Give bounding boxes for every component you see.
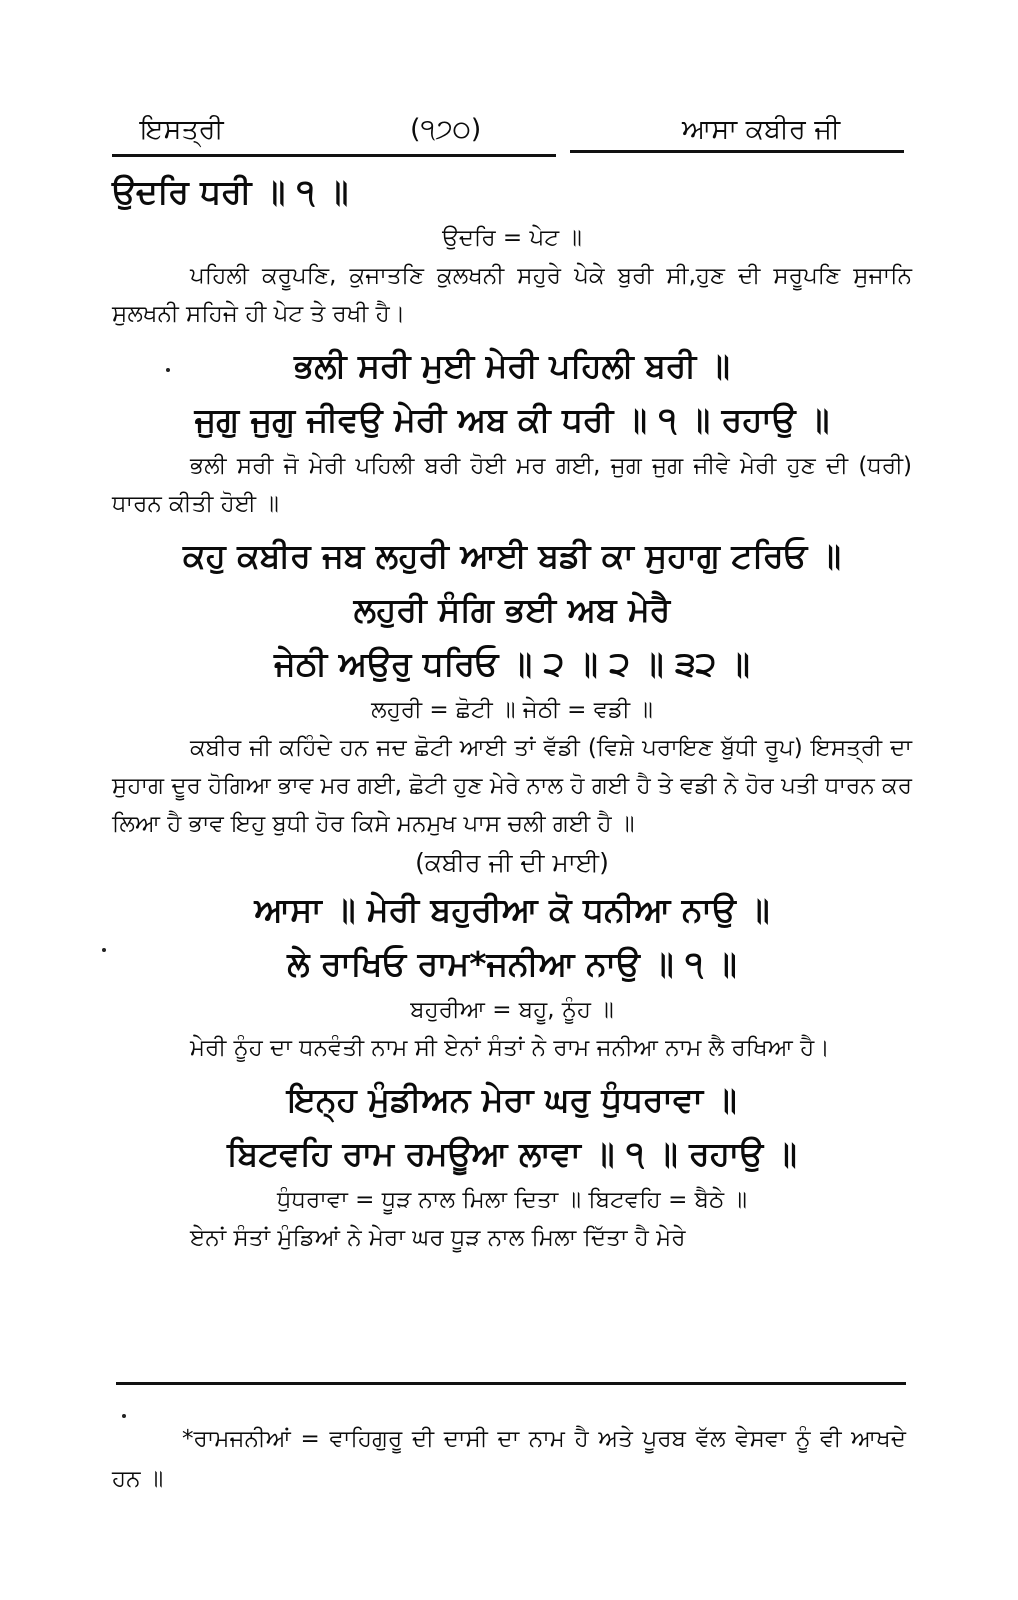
page-body — [112, 165, 912, 1257]
commentary-paragraph — [112, 1029, 912, 1067]
footnote — [112, 1419, 906, 1499]
commentary-text: ਮੇਰੀ ਨੂੰਹ ਦਾ ਧਨਵੰਤੀ ਨਾਮ ਸੀ ਏਨਾਂ ਸੰਤਾਂ ਨੇ ਰਾਮ ਜਨੀਆ ਨਾਮ ਲੈ ਰਖਿਆ ਹੈ। — [190, 1035, 830, 1061]
footnote-divider — [116, 1382, 906, 1385]
commentary-paragraph — [112, 1219, 912, 1257]
commentary-text: ਏਨਾਂ ਸੰਤਾਂ ਮੁੰਡਿਆਂ ਨੇ ਮੇਰਾ ਘਰ ਧੂੜ ਨਾਲ ਮਿਲਾ ਦਿੱਤਾ ਹੈ ਮੇਰੇ — [190, 1225, 686, 1251]
commentary-paragraph — [112, 447, 912, 523]
footnote-text: *ਰਾਮਜਨੀਆਂ = ਵਾਹਿਗੁਰੂ ਦੀ ਦਾਸੀ ਦਾ ਨਾਮ ਹੈ ਅਤੇ ਪੂਰਬ ਵੱਲ ਵੇਸਵਾ ਨੂੰ ਵੀ ਆਖਦੇ ਹਨ ॥ — [112, 1426, 906, 1492]
verse-line: ਲੇ ਰਾਖਿਓ ਰਾਮ*ਜਨੀਆ ਨਾਉ ॥ ੧ ॥ — [287, 944, 737, 983]
word-gloss: ਬਹੁਰੀਆ = ਬਹੂ, ਨੂੰਹ ॥ — [410, 997, 614, 1023]
print-speck — [102, 948, 106, 952]
verse-line: ਭਲੀ ਸਰੀ ਮੁਈ ਮੇਰੀ ਪਹਿਲੀ ਬਰੀ ॥ — [294, 346, 730, 385]
commentary-paragraph — [112, 257, 912, 333]
verse-line: ਜੁਗੁ ਜੁਗੁ ਜੀਵਉ ਮੇਰੀ ਅਬ ਕੀ ਧਰੀ ॥ ੧ ॥ ਰਹਾਉ ॥ — [194, 400, 830, 439]
commentary-paragraph — [112, 729, 912, 843]
print-speck — [122, 1414, 126, 1418]
word-gloss: ਧੁੰਧਰਾਵਾ = ਧੂੜ ਨਾਲ ਮਿਲਾ ਦਿਤਾ ॥ ਬਿਟਵਹਿ = ਬੈਠੇ ॥ — [277, 1187, 747, 1213]
header-rule-right — [570, 150, 904, 153]
section-heading: (ਕਬੀਰ ਜੀ ਦੀ ਮਾਈ) — [415, 848, 609, 877]
header-section-title: ਇਸਤ੍ਰੀ — [140, 114, 224, 145]
verse-line: ਬਿਟਵਹਿ ਰਾਮ ਰਮਊਆ ਲਾਵਾ ॥ ੧ ॥ ਰਹਾਉ ॥ — [227, 1134, 797, 1173]
word-gloss: ਉਦਰਿ = ਪੇਟ ॥ — [442, 225, 582, 251]
verse-line: ਜੇਠੀ ਅਉਰੁ ਧਰਿਓ ॥ ੨ ॥ ੨ ॥ ੩੨ ॥ — [274, 644, 750, 683]
header-chapter-title: ਆਸਾ ਕਬੀਰ ਜੀ — [682, 114, 841, 145]
verse-line: ਉਦਰਿ ਧਰੀ ॥ ੧ ॥ — [112, 172, 349, 211]
print-speck — [166, 368, 170, 372]
word-gloss: ਲਹੁਰੀ = ਛੋਟੀ ॥ ਜੇਠੀ = ਵਡੀ ॥ — [371, 697, 653, 723]
page-number: (੧੭੦) — [410, 114, 482, 145]
commentary-text: ਭਲੀ ਸਰੀ ਜੋ ਮੇਰੀ ਪਹਿਲੀ ਬਰੀ ਹੋਈ ਮਰ ਗਈ, ਜੁਗ ਜੁਗ ਜੀਵੇ ਮੇਰੀ ਹੁਣ ਦੀ (ਧਰੀ) ਧਾਰਨ ਕੀਤੀ ਹੋਈ ॥ — [112, 453, 912, 517]
commentary-text: ਪਹਿਲੀ ਕਰੂਪਣਿ, ਕੁਜਾਤਣਿ ਕੁਲਖਨੀ ਸਹੁਰੇ ਪੇਕੇ ਬੁਰੀ ਸੀ,ਹੁਣ ਦੀ ਸਰੂਪਣਿ ਸੁਜਾਨਿ ਸੁਲਖਨੀ ਸਹਿਜੇ ਹੀ ਪੇਟ ਤੇ ਰਖੀ ਹੈ। — [112, 263, 912, 327]
verse-line: ਲਹੁਰੀ ਸੰਗਿ ਭਈ ਅਬ ਮੇਰੈ — [353, 590, 671, 629]
verse-line: ਕਹੁ ਕਬੀਰ ਜਬ ਲਹੁਰੀ ਆਈ ਬਡੀ ਕਾ ਸੁਹਾਗੁ ਟਰਿਓ ॥ — [183, 536, 841, 575]
verse-line: ਇਨ੍ਹ ਮੁੰਡੀਅਨ ਮੇਰਾ ਘਰੁ ਧੁੰਧਰਾਵਾ ॥ — [287, 1080, 737, 1119]
header-rule-left — [112, 154, 556, 157]
verse-line: ਆਸਾ ॥ ਮੇਰੀ ਬਹੁਰੀਆ ਕੋ ਧਨੀਆ ਨਾਉ ॥ — [254, 890, 770, 929]
page-header — [112, 108, 904, 158]
commentary-text: ਕਬੀਰ ਜੀ ਕਹਿੰਦੇ ਹਨ ਜਦ ਛੋਟੀ ਆਈ ਤਾਂ ਵੱਡੀ (ਵਿਸ਼ੇ ਪਰਾਇਣ ਬੁੱਧੀ ਰੂਪ) ਇਸਤ੍ਰੀ ਦਾ ਸੁਹਾਗ ਦੂਰ ਹੋਗਿਆ ਭਾਵ ਮਰ ਗਈ, ਛੋਟੀ ਹੁਣ ਮੇਰੇ ਨਾਲ ਹੋ ਗਈ ਹੈ ਤੇ ਵਡੀ ਨੇ ਹੋਰ ਪਤੀ ਧਾਰਨ ਕਰ ਲਿਆ ਹੈ ਭਾਵ ਇਹੁ ਬੁਧੀ ਹੋਰ ਕਿਸੇ ਮਨਮੁਖ ਪਾਸ ਚਲੀ ਗਈ ਹੈ ॥ — [112, 735, 912, 837]
